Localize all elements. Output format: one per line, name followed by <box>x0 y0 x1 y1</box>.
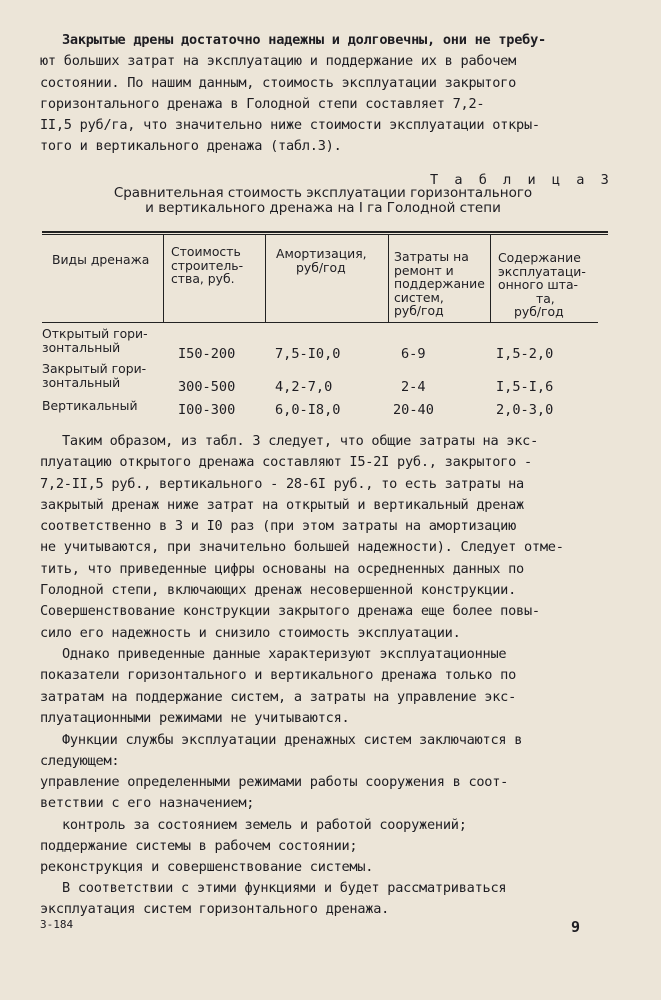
intro-line: ют больших затрат на эксплуатацию и поддержание их в рабочем <box>40 53 517 70</box>
cell-repair: 6-9 <box>401 346 426 362</box>
table-top-rule-inner <box>42 234 608 235</box>
intro-line: состоянии. По нашим данным, стоимость эксплуатации закрытого <box>40 74 517 91</box>
body-paragraph-1 <box>40 431 600 644</box>
header-construction-cost: Стоимость строитель- ства, руб. <box>171 244 244 286</box>
table-header-rule <box>42 322 598 323</box>
cell-staff: I,5-I,6 <box>496 379 554 395</box>
body-line: Таким образом, из табл. 3 следует, что общие затраты на экс- <box>62 433 539 449</box>
body-paragraph-3 <box>40 730 600 773</box>
header-amortization: Амортизация, руб/год <box>276 246 367 275</box>
printer-mark: 3-184 <box>40 918 74 931</box>
body-line: В соответствии с этими функциями и будет рассматриваться <box>62 880 507 896</box>
body-line: сило его надежность и снизило стоимость эксплуатации. <box>40 624 461 641</box>
body-line: закрытый дренаж ниже затрат на открытый и вертикальный дренаж <box>40 496 524 513</box>
list-item: контроль за состоянием земель и работой сооружений; <box>62 816 467 833</box>
body-line: эксплуатация систем горизонтального дренажа. <box>40 901 390 918</box>
caption-line: и вертикального дренажа на I га Голодной степи <box>145 200 501 216</box>
body-line: Совершенствование конструкции закрытого дренажа еще более повы- <box>40 603 540 620</box>
body-line: тить, что приведенные цифры основаны на осредненных данных по <box>40 560 524 577</box>
intro-line: Закрытые дрены достаточно надежны и долговечны, они не требу- <box>62 32 546 48</box>
cell-amortization: 4,2-7,0 <box>275 379 333 395</box>
cell-cost: I50-200 <box>178 346 236 362</box>
cell-amortization: 6,0-I8,0 <box>275 402 341 418</box>
table-caption <box>88 186 558 216</box>
body-line: затратам на поддержание систем, а затраты на управление экс- <box>40 688 517 705</box>
intro-line: II,5 руб/га, что значительно ниже стоимости эксплуатации откры- <box>40 117 540 134</box>
cell-cost: 300-500 <box>178 379 236 395</box>
body-line: Функции службы эксплуатации дренажных систем заключаются в <box>62 732 523 748</box>
list-item: ветствии с его назначением; <box>40 795 255 812</box>
table-column-divider <box>490 235 491 323</box>
body-line: не учитываются, при значительно большей надежности). Следует отме- <box>40 539 564 556</box>
body-line: соответственно в 3 и I0 раз (при этом затраты на амортизацию <box>40 518 517 535</box>
body-line: плуатационными режимами не учитываются. <box>40 709 350 726</box>
row-label-open: Открытый гори- зонтальный <box>42 326 148 355</box>
body-line: Голодной степи, включающих дренаж несовершенной конструкции. <box>40 582 517 599</box>
row-label-vertical: Вертикальный <box>42 398 138 413</box>
header-drainage-type: Виды дренажа <box>52 252 150 267</box>
cell-repair: 20-40 <box>393 402 434 418</box>
table-column-divider <box>388 235 389 323</box>
list-item: управление определенными режимами работы сооружения в соот- <box>40 774 509 790</box>
body-line: показатели горизонтального и вертикального дренажа только по <box>40 667 517 684</box>
body-line: плуатацию открытого дренажа составляют I5-2I руб., закрытого - <box>40 454 532 471</box>
table-column-divider <box>265 235 266 323</box>
body-line: 7,2-II,5 руб., вертикального - 28-6I руб., то есть затраты на <box>40 475 524 492</box>
intro-line: горизонтального дренажа в Голодной степи составляет 7,2- <box>40 95 485 112</box>
intro-paragraph <box>40 30 600 158</box>
functions-list <box>40 772 600 878</box>
body-paragraph-4 <box>40 878 600 921</box>
table-top-rule <box>42 231 608 233</box>
list-item: реконструкция и совершенствование системы. <box>40 859 374 876</box>
cell-repair: 2-4 <box>401 379 426 395</box>
body-line: Однако приведенные данные характеризуют эксплуатационные <box>62 646 507 662</box>
cell-cost: I00-300 <box>178 402 236 418</box>
row-label-closed: Закрытый гори- зонтальный <box>42 361 147 390</box>
cell-staff: I,5-2,0 <box>496 346 554 362</box>
table-number-label: Т а б л и ц а 3 <box>430 172 613 188</box>
header-staff-maintenance: Содержание эксплуатаци- онного шта- та, руб/год <box>498 250 586 319</box>
intro-line: того и вертикального дренажа (табл.3). <box>40 138 342 155</box>
list-item: поддержание системы в рабочем состоянии; <box>40 837 358 854</box>
cell-amortization: 7,5-I0,0 <box>275 346 341 362</box>
table-column-divider <box>163 235 164 323</box>
caption-line: Сравнительная стоимость эксплуатации горизонтального <box>113 185 533 201</box>
body-line: следующем: <box>40 753 120 770</box>
header-repair-costs: Затраты на ремонт и поддержание систем, руб/год <box>394 249 485 318</box>
page-number: 9 <box>571 918 581 936</box>
cell-staff: 2,0-3,0 <box>496 402 554 418</box>
body-paragraph-2 <box>40 644 600 729</box>
